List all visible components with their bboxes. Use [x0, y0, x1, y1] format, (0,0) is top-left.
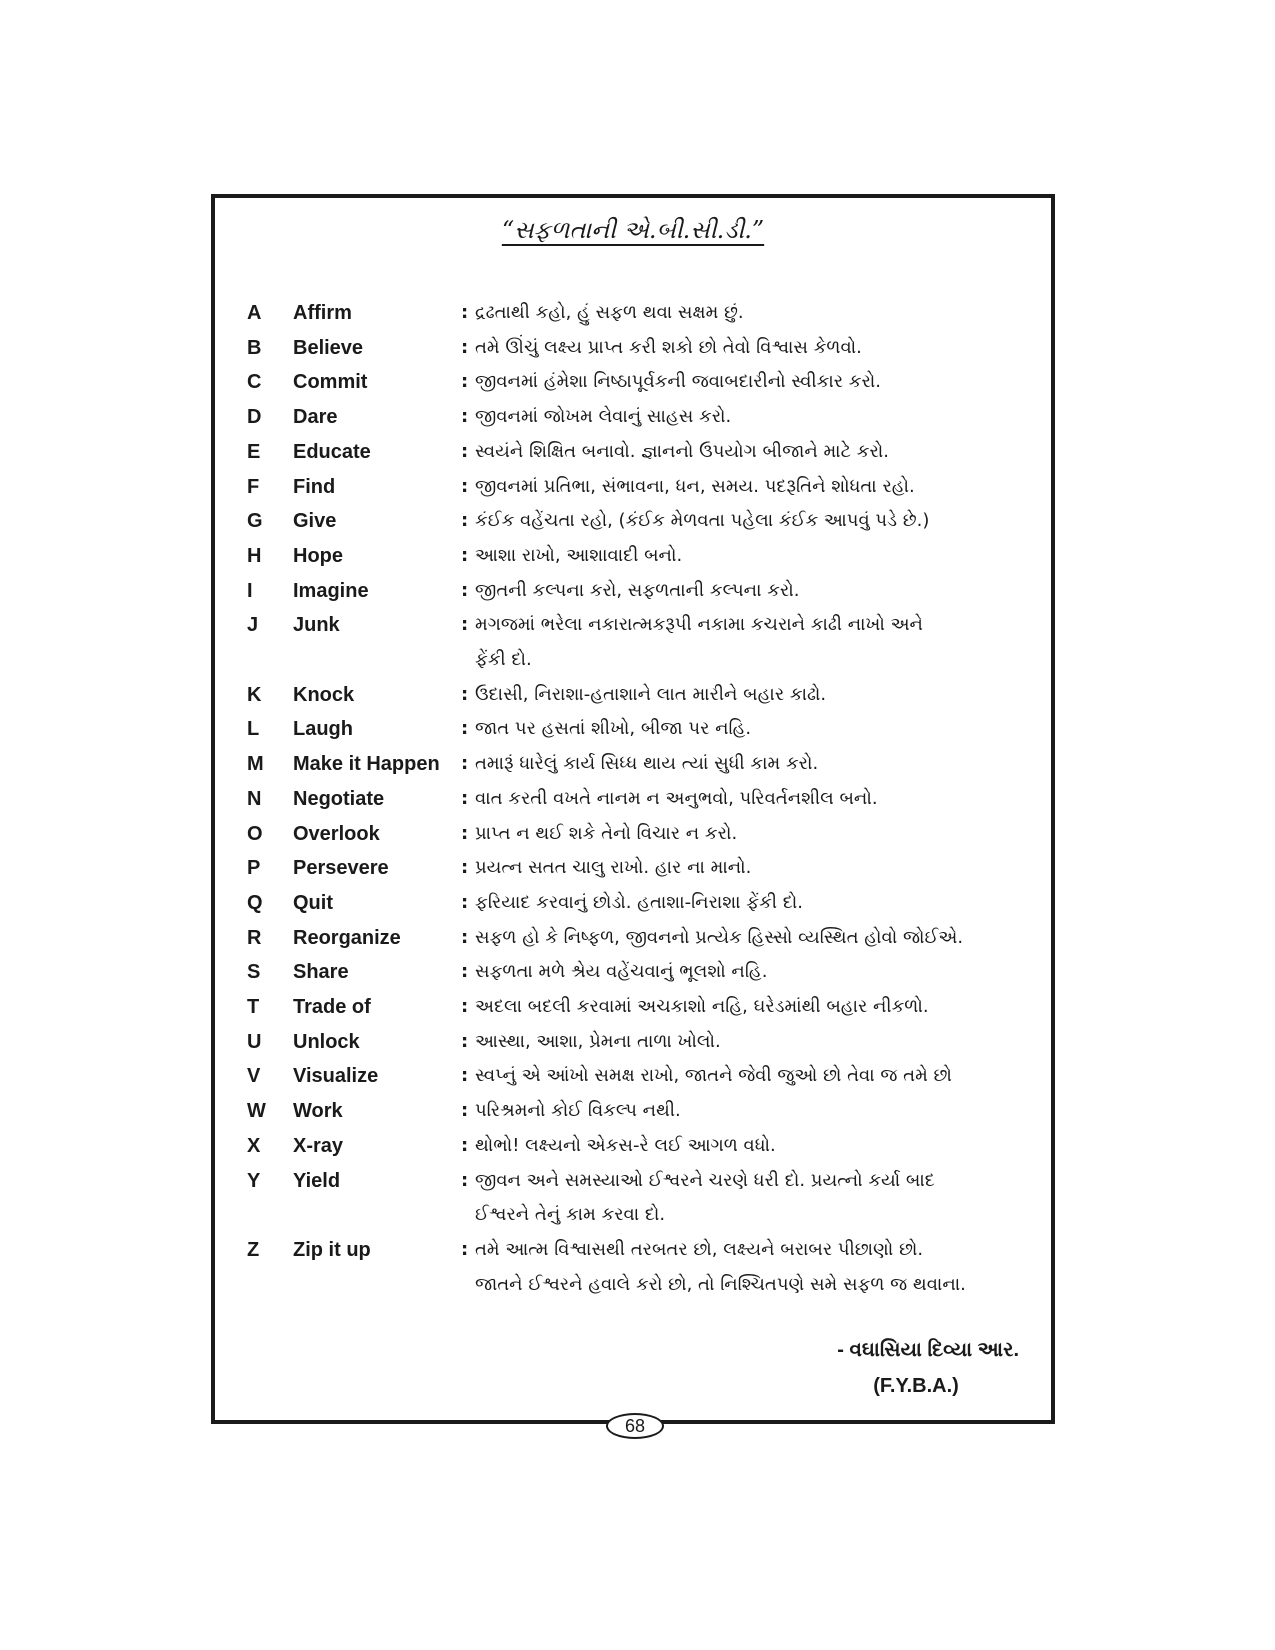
entry-meaning [461, 1129, 1047, 1164]
entry-meaning-text: આસ્થા, આશા, પ્રેમના તાળા ખોલો. [475, 1030, 721, 1052]
list-item [247, 1129, 1047, 1164]
entry-separator: : [461, 961, 469, 983]
page-title: “સફળતાની એ.બી.સી.ડી.” [501, 216, 765, 244]
entry-separator: : [461, 1238, 469, 1260]
list-item [247, 678, 1047, 713]
entry-word: Overlook [293, 822, 380, 845]
entry-letter: J [247, 614, 259, 637]
entry-word: Affirm [293, 302, 352, 324]
list-item [247, 400, 1047, 435]
entry-word: Find [293, 475, 336, 498]
entry-word: Unlock [293, 1030, 360, 1053]
entry-meaning [461, 296, 1047, 331]
list-item [247, 574, 1047, 609]
entry-letter: M [247, 753, 264, 776]
entry-letter: Y [247, 1169, 261, 1192]
entry-meaning-text: તમે આત્મ વિશ્વાસથી તરબતર છો, લક્ષ્યને બરાબર પીછાણો છો. જાતને ઈશ્વરને હવાલે કરો છો, તો નિશ્ચિતપણે સમે સફળ જ થવાના. [475, 1238, 966, 1295]
entry-meaning-text: ફરિયાદ કરવાનું છોડો. હતાશા-નિરાશા ફેંકી દો. [475, 891, 804, 913]
entry-meaning [461, 331, 1047, 366]
list-item [247, 1025, 1047, 1060]
entry-meaning [461, 504, 1047, 539]
entry-letter: P [247, 857, 261, 880]
entry-separator: : [461, 926, 469, 948]
entry-letter: U [247, 1030, 262, 1053]
entry-word: Commit [293, 371, 368, 394]
entry-separator: : [461, 614, 469, 636]
list-item [247, 1094, 1047, 1129]
entry-separator: : [461, 440, 469, 462]
entry-word: Junk [293, 614, 340, 637]
entry-letter: T [247, 996, 260, 1019]
list-item [247, 817, 1047, 852]
entry-meaning [461, 470, 1047, 505]
entry-meaning [461, 712, 1047, 747]
entry-word: Give [293, 510, 337, 533]
entry-word: Share [293, 961, 349, 984]
entry-letter: A [247, 302, 262, 324]
entry-word: Imagine [293, 579, 369, 602]
list-item [247, 608, 1047, 677]
entry-separator: : [461, 406, 469, 428]
entry-separator: : [461, 1065, 469, 1087]
list-item [247, 365, 1047, 400]
abc-list [247, 296, 1047, 1302]
list-item [247, 747, 1047, 782]
entry-separator: : [461, 302, 469, 323]
list-item [247, 1233, 1047, 1302]
entry-meaning [461, 574, 1047, 609]
entry-meaning [461, 539, 1047, 574]
list-item [247, 539, 1047, 574]
list-item [247, 782, 1047, 817]
entry-letter: G [247, 510, 263, 533]
entry-meaning [461, 1059, 1047, 1094]
author-name: - વઘાસિયા દિવ્યા આર. [837, 1339, 1019, 1361]
entry-letter: O [247, 822, 263, 845]
entry-meaning [461, 1094, 1047, 1129]
entry-meaning-text: વાત કરતી વખતે નાનમ ન અનુભવો, પરિવર્તનશીલ બનો. [475, 787, 878, 809]
entry-meaning [461, 1233, 1047, 1302]
list-item [247, 296, 1047, 331]
entry-meaning-text: જીતની કલ્પના કરો, સફળતાની કલ્પના કરો. [475, 579, 800, 601]
entry-meaning-text: આશા રાખો, આશાવાદી બનો. [475, 544, 683, 566]
entry-meaning-text: તમે ઊંચું લક્ષ્ય પ્રાપ્ત કરી શકો છો તેવો વિશ્વાસ કેળવો. [475, 336, 862, 358]
entry-word: Believe [293, 336, 364, 359]
list-item [247, 504, 1047, 539]
entry-meaning [461, 678, 1047, 713]
entry-separator: : [461, 1100, 469, 1122]
entry-word: Reorganize [293, 926, 401, 949]
entry-letter: H [247, 544, 262, 567]
entry-separator: : [461, 1030, 469, 1052]
author-block [837, 1332, 1019, 1404]
entry-separator: : [461, 753, 469, 775]
list-item [247, 712, 1047, 747]
entry-separator: : [461, 544, 469, 566]
entry-meaning-text: સ્વપ્નું એ આંખો સમક્ષ રાખો, જાતને જેવી જુઓ છો તેવા જ તમે છો [475, 1065, 952, 1087]
entry-meaning-text: જીવનમાં જોખમ લેવાનું સાહસ કરો. [475, 406, 732, 428]
entry-letter: R [247, 926, 262, 949]
entry-meaning [461, 851, 1047, 886]
entry-meaning [461, 886, 1047, 921]
entry-word: Make it Happen [293, 753, 440, 776]
entry-separator: : [461, 787, 469, 809]
entry-separator: : [461, 822, 469, 844]
entry-meaning [461, 955, 1047, 990]
entry-separator: : [461, 683, 469, 705]
entry-meaning-text: સ્વયંને શિક્ષિત બનાવો. જ્ઞાનનો ઉપયોગ બીજાને માટે કરો. [475, 440, 890, 462]
entry-meaning [461, 365, 1047, 400]
entry-meaning-text: દ્રઢતાથી કહો, હું સફળ થવા સક્ષમ છું. [475, 302, 744, 323]
entry-separator: : [461, 1134, 469, 1156]
page-number: 68 [606, 1413, 664, 1439]
entry-letter: Q [247, 891, 263, 914]
entry-letter: C [247, 371, 262, 394]
entry-word: Trade of [293, 996, 371, 1019]
entry-separator: : [461, 891, 469, 913]
list-item [247, 955, 1047, 990]
entry-letter: S [247, 961, 261, 984]
list-item [247, 331, 1047, 366]
entry-meaning [461, 990, 1047, 1025]
entry-meaning [461, 608, 1047, 677]
entry-separator: : [461, 1169, 469, 1191]
entry-meaning-text: જીવનમાં હંમેશા નિષ્ઠાપૂર્વકની જવાબદારીનો સ્વીકાર કરો. [475, 371, 882, 393]
entry-letter: I [247, 579, 253, 602]
entry-meaning-text: ઉદાસી, નિરાશા-હતાશાને લાત મારીને બહાર કાઢો. [475, 683, 827, 705]
entry-meaning [461, 817, 1047, 852]
entry-meaning [461, 1164, 1047, 1233]
entry-separator: : [461, 857, 469, 879]
entry-meaning-text: જાત પર હસતાં શીખો, બીજા પર નહિ. [475, 718, 752, 740]
entry-word: Hope [293, 544, 343, 567]
list-item [247, 1164, 1047, 1233]
list-item [247, 886, 1047, 921]
entry-word: Yield [293, 1169, 341, 1192]
entry-meaning [461, 1025, 1047, 1060]
entry-meaning [461, 747, 1047, 782]
entry-separator: : [461, 336, 469, 358]
list-item [247, 921, 1047, 956]
entry-separator: : [461, 510, 469, 532]
entry-letter: K [247, 683, 262, 706]
list-item [247, 990, 1047, 1025]
entry-word: Visualize [293, 1065, 379, 1088]
entry-word: Negotiate [293, 787, 385, 810]
entry-meaning [461, 435, 1047, 470]
entry-separator: : [461, 996, 469, 1018]
entry-word: Work [293, 1100, 343, 1123]
list-item [247, 851, 1047, 886]
entry-separator: : [461, 371, 469, 393]
entry-word: Laugh [293, 718, 353, 741]
entry-meaning-text: પ્રાપ્ત ન થઈ શકે તેનો વિચાર ન કરો. [475, 822, 738, 844]
entry-word: Persevere [293, 857, 389, 880]
entry-letter: X [247, 1134, 261, 1157]
entry-meaning-text: કંઈક વહેંચતા રહો, (કંઈક મેળવતા પહેલા કંઈક આપવું પડે છે.) [475, 510, 930, 532]
entry-letter: N [247, 787, 262, 810]
entry-word: Knock [293, 683, 355, 706]
entry-letter: E [247, 440, 261, 463]
list-item [247, 470, 1047, 505]
entry-meaning-text: પરિશ્રમનો કોઈ વિકલ્પ નથી. [475, 1100, 681, 1122]
entry-letter: V [247, 1065, 261, 1088]
author-class: (F.Y.B.A.) [873, 1375, 959, 1397]
content-frame [211, 194, 1055, 1424]
entry-meaning-text: જીવન અને સમસ્યાઓ ઈશ્વરને ચરણે ધરી દો. પ્રયત્નો કર્યા બાદ ઈશ્વરને તેનું કામ કરવા દો. [475, 1169, 935, 1226]
entry-meaning [461, 782, 1047, 817]
entry-meaning [461, 921, 1047, 956]
entry-word: X-ray [293, 1134, 344, 1157]
entry-meaning-text: મગજમાં ભરેલા નકારાત્મકરૂપી નકામા કચરાને કાઢી નાખો અને ફેંકી દો. [475, 614, 923, 671]
entry-meaning-text: પ્રયત્ન સતત ચાલુ રાખો. હાર ના માનો. [475, 857, 752, 879]
entry-letter: D [247, 406, 262, 429]
entry-meaning-text: અદલા બદલી કરવામાં અચકાશો નહિ, ઘરેડમાંથી બહાર નીકળો. [475, 996, 929, 1018]
entry-letter: W [247, 1100, 266, 1123]
entry-meaning-text: જીવનમાં પ્રતિભા, સંભાવના, ધન, સમય. પદરૂતિને શોધતા રહો. [475, 475, 915, 497]
entry-word: Educate [293, 440, 371, 463]
entry-separator: : [461, 579, 469, 601]
entry-meaning-text: થોભો! લક્ષ્યનો એકસ-રે લઈ આગળ વધો. [475, 1134, 776, 1156]
list-item [247, 1059, 1047, 1094]
entry-word: Dare [293, 406, 338, 429]
entry-meaning-text: તમારૂં ધારેલું કાર્ય સિધ્ધ થાય ત્યાં સુધી કામ કરો. [475, 753, 819, 775]
entry-meaning [461, 400, 1047, 435]
entry-letter: B [247, 336, 262, 359]
entry-separator: : [461, 718, 469, 740]
list-item [247, 435, 1047, 470]
entry-letter: F [247, 475, 260, 498]
entry-meaning-text: સફળતા મળે શ્રેય વહેંચવાનું ભૂલશો નહિ. [475, 961, 768, 983]
entry-word: Zip it up [293, 1238, 371, 1261]
entry-separator: : [461, 475, 469, 497]
entry-letter: L [247, 718, 260, 741]
entry-letter: Z [247, 1238, 260, 1261]
entry-word: Quit [293, 891, 333, 914]
entry-meaning-text: સફળ હો કે નિષ્ફળ, જીવનનો પ્રત્યેક હિસ્સો વ્યસ્થિત હોવો જોઈએ. [475, 926, 964, 948]
